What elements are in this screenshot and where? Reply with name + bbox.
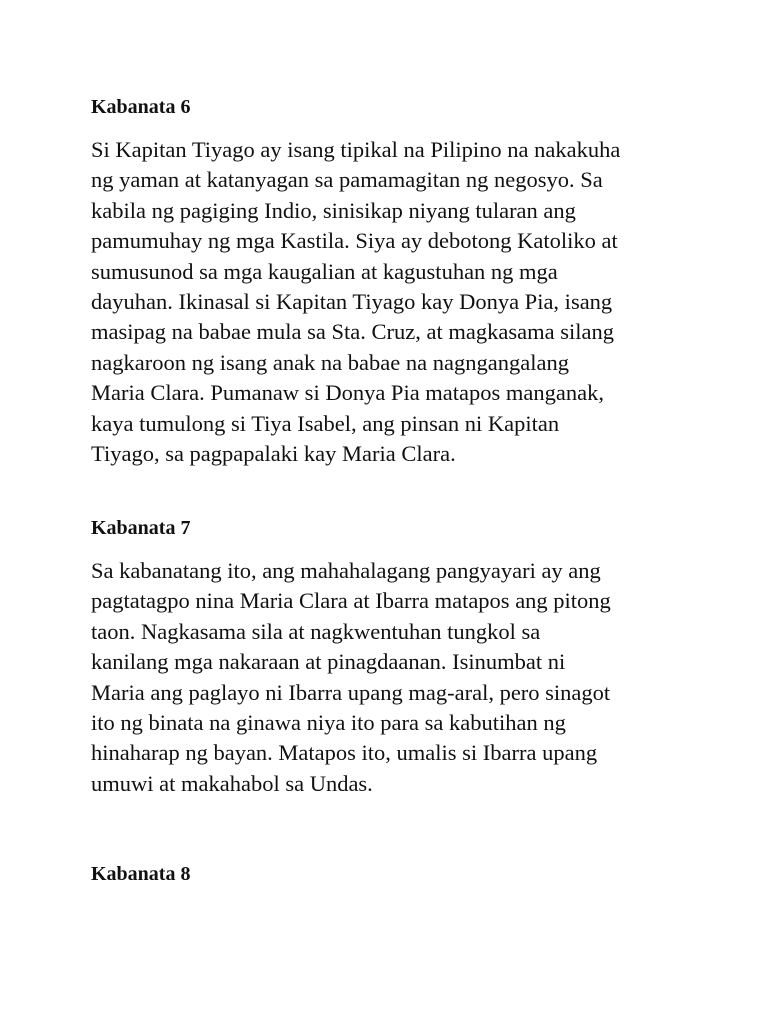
chapter-heading: Kabanata 7 (91, 517, 191, 539)
body-line: pamumuhay ng mga Kastila. Siya ay debotong Katoliko at (91, 228, 618, 254)
body-line: sumusunod sa mga kaugalian at kagustuhan ng mga (91, 258, 558, 284)
chapter-8-section (91, 862, 696, 886)
body-line: nagkaroon ng isang anak na babae na nagngangalang (91, 349, 569, 375)
body-line: Maria Clara. Pumanaw si Donya Pia matapos manganak, (91, 380, 604, 406)
body-line: dayuhan. Ikinasal si Kapitan Tiyago kay Donya Pia, isang (91, 289, 613, 315)
chapter-body (91, 556, 696, 799)
body-line: Sa kabanatang ito, ang mahahalagang pangyayari ay ang (91, 558, 601, 583)
body-line: kanilang mga nakaraan at pinagdaanan. Isinumbat ni (91, 649, 566, 675)
body-line: masipag na babae mula sa Sta. Cruz, at magkasama silang (91, 319, 614, 345)
chapter-heading: Kabanata 8 (91, 863, 191, 885)
body-line: taon. Nagkasama sila at nagkwentuhan tungkol sa (91, 618, 541, 644)
body-line: Tiyago, sa pagpapalaki kay Maria Clara. (91, 441, 456, 467)
body-line: hinaharap ng bayan. Matapos ito, umalis si Ibarra upang (91, 740, 598, 766)
body-line: ng yaman at katanyagan sa pamamagitan ng negosyo. Sa (91, 167, 603, 193)
body-line: ito ng binata na ginawa niya ito para sa kabutihan ng (91, 710, 566, 736)
chapter-body (91, 135, 696, 469)
body-line: Maria ang paglayo ni Ibarra upang mag-aral, pero sinagot (91, 679, 611, 705)
body-line: kabila ng pagiging Indio, sinisikap niyang tularan ang (91, 197, 576, 223)
body-line: kaya tumulong si Tiya Isabel, ang pinsan ni Kapitan (91, 410, 560, 436)
body-line: Si Kapitan Tiyago ay isang tipikal na Pilipino na nakakuha (91, 137, 621, 162)
chapter-6-section (91, 95, 696, 469)
chapter-heading: Kabanata 6 (91, 96, 191, 118)
body-line: pagtatagpo nina Maria Clara at Ibarra matapos ang pitong (91, 588, 611, 614)
chapter-7-section (91, 516, 696, 799)
body-line: umuwi at makahabol sa Undas. (91, 770, 373, 796)
